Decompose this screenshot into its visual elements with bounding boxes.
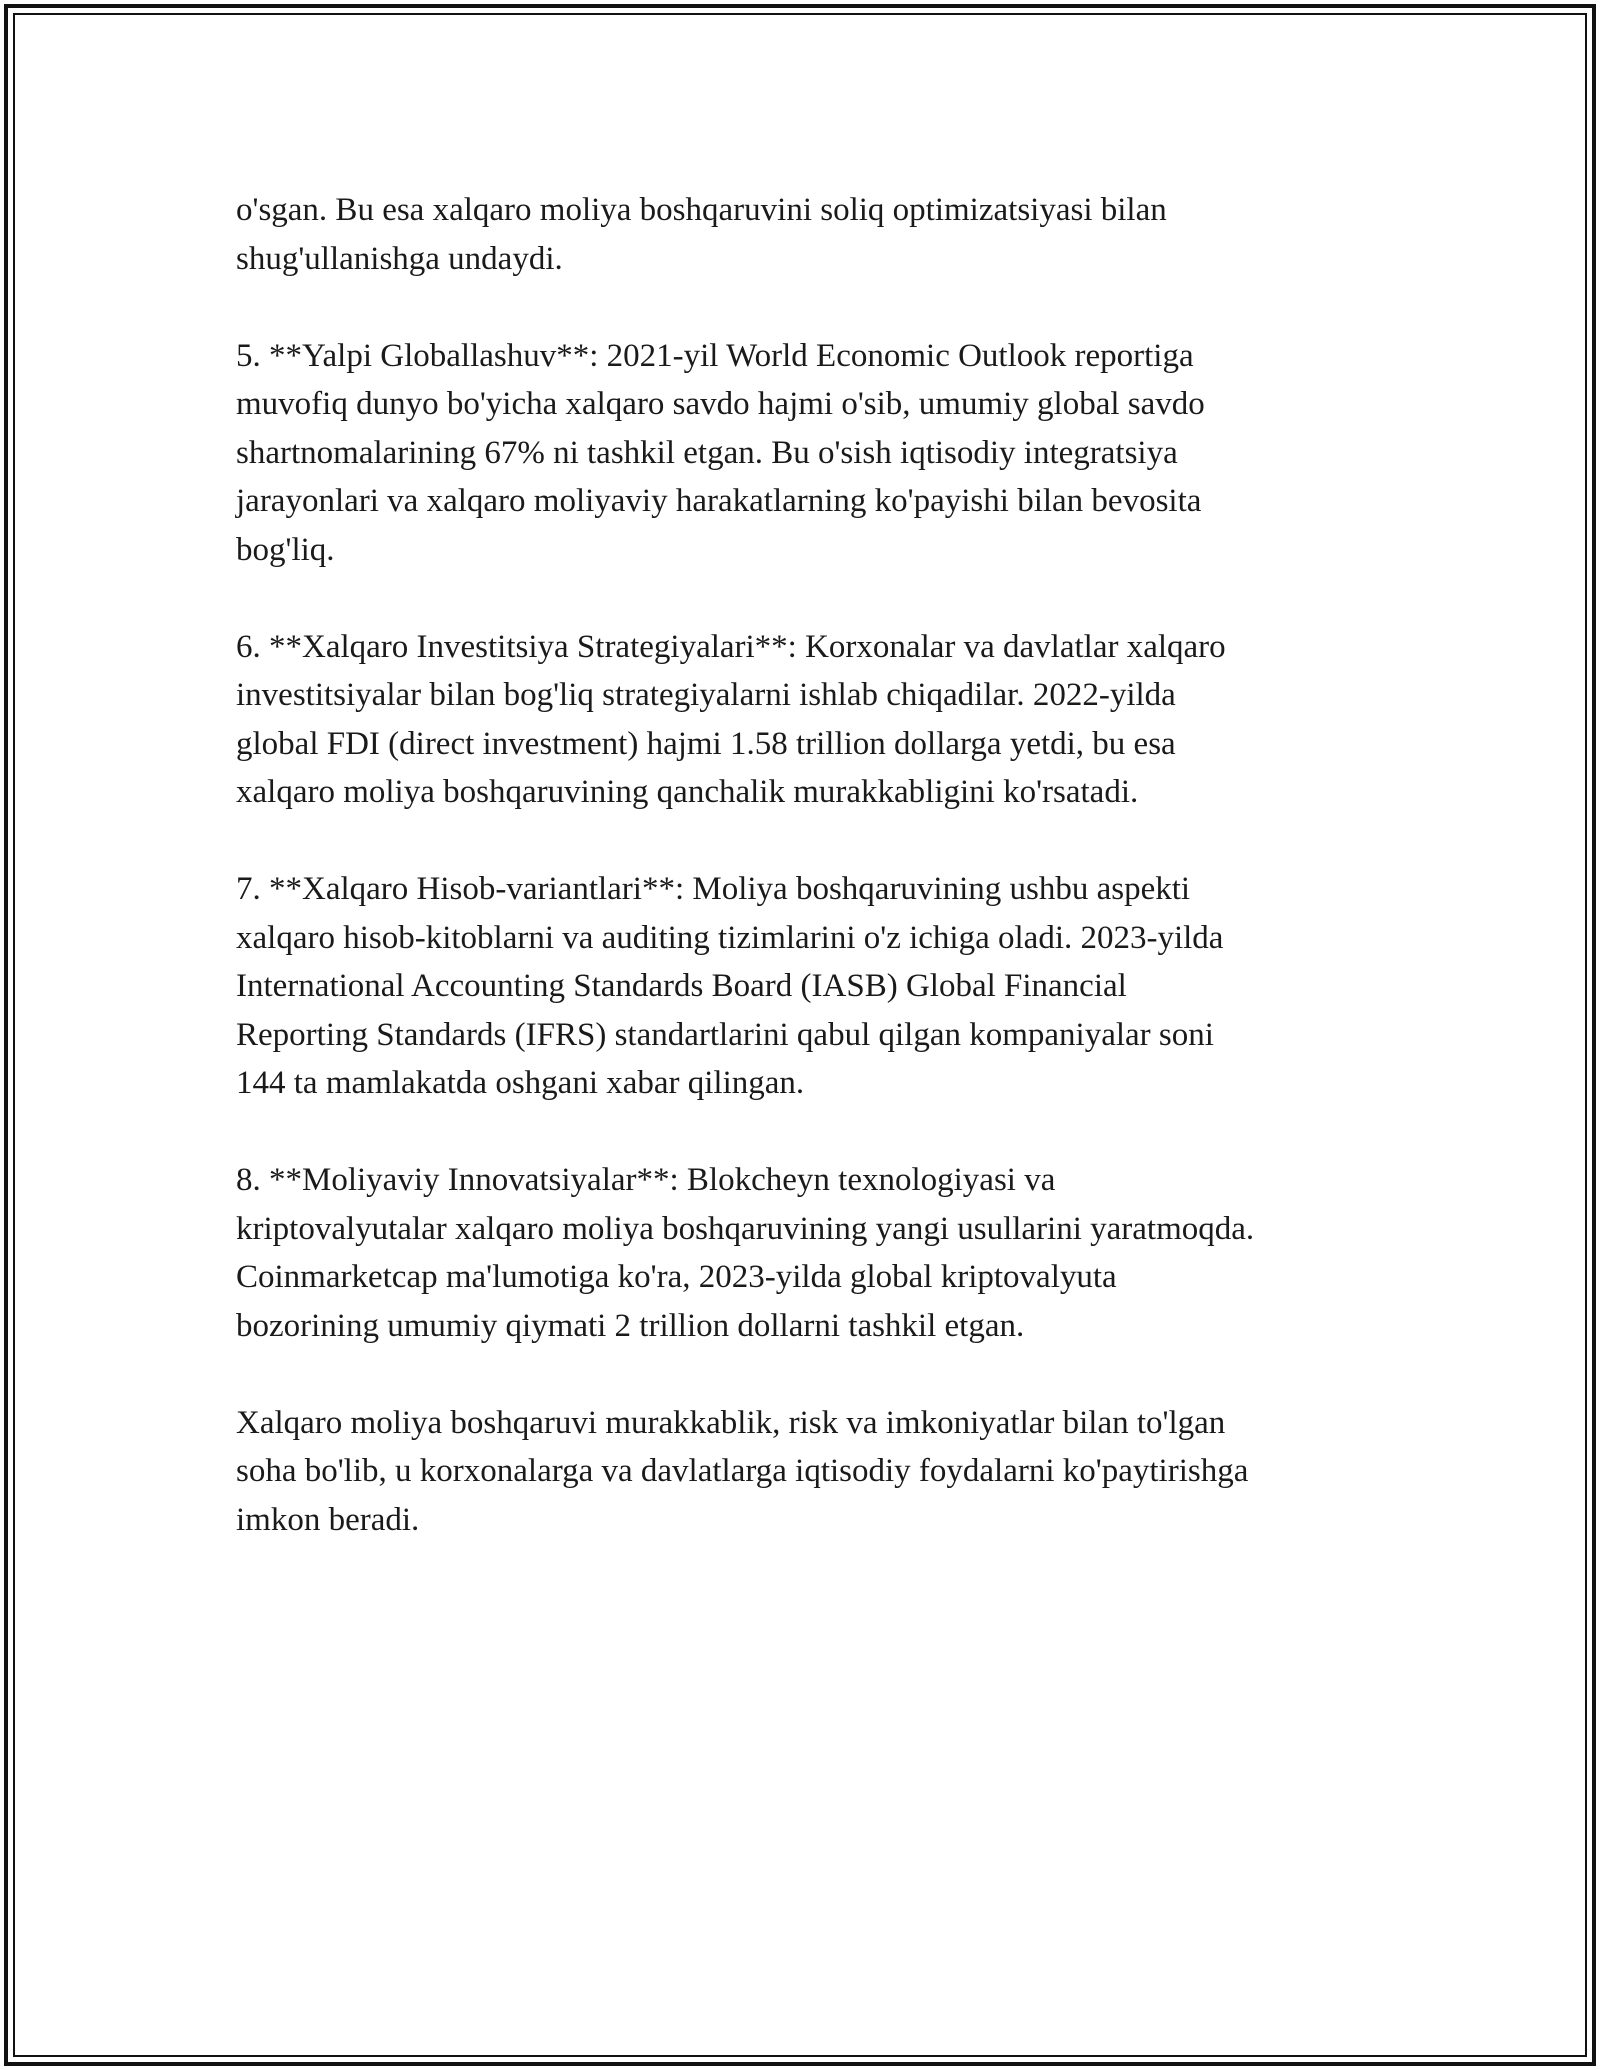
paragraph-item-5: 5. **Yalpi Globallashuv**: 2021-yil World Economic Outlook reportiga muvofiq dunyo bo'yicha xalqaro savdo hajmi o'sib, umumiy global savdo shartnomalarining 67% ni tashkil etgan. Bu o'sish iqtisodiy integratsiya jarayonlari va xalqaro moliyaviy harakatlarning ko'payishi bilan bevosita bog'liq.	[236, 337, 1205, 568]
paragraph-item-6: 6. **Xalqaro Investitsiya Strategiyalari**: Korxonalar va davlatlar xalqaro investitsiyalar bilan bog'liq strategiyalarni ishlab chiqadilar. 2022-yilda global FDI (direct investment) hajmi 1.58 trillion dollarga yetdi, bu esa xalqaro moliya boshqaruvining qanchalik murakkabligini ko'rsatadi.	[236, 628, 1226, 810]
paragraph-item-8: 8. **Moliyaviy Innovatsiyalar**: Blokcheyn texnologiyasi va kriptovalyutalar xalqaro moliya boshqaruvining yangi usullarini yaratmoqda. Coinmarketcap ma'lumotiga ko'ra, 2023-yilda global kriptovalyuta bozorining umumiy qiymati 2 trillion dollarni tashkil etgan.	[236, 1162, 1255, 1344]
paragraph-conclusion: Xalqaro moliya boshqaruvi murakkablik, risk va imkoniyatlar bilan to'lgan soha bo'lib, u korxonalarga va davlatlarga iqtisodiy foydalarni ko'paytirishga imkon beradi.	[236, 1404, 1249, 1538]
paragraph-intro-continuation: o'sgan. Bu esa xalqaro moliya boshqaruvini soliq optimizatsiyasi bilan shug'ullanishga undaydi.	[236, 192, 1167, 277]
paragraph-item-7: 7. **Xalqaro Hisob-variantlari**: Moliya boshqaruvining ushbu aspekti xalqaro hisob-kitoblarni va auditing tizimlarini o'z ichiga oladi. 2023-yilda International Accounting Standards Board (IASB) Global Financial Reporting Standards (IFRS) standartlarini qabul qilgan kompaniyalar soni 144 ta mamlakatda oshgani xabar qilingan.	[236, 871, 1224, 1101]
document-body	[236, 186, 1386, 1593]
